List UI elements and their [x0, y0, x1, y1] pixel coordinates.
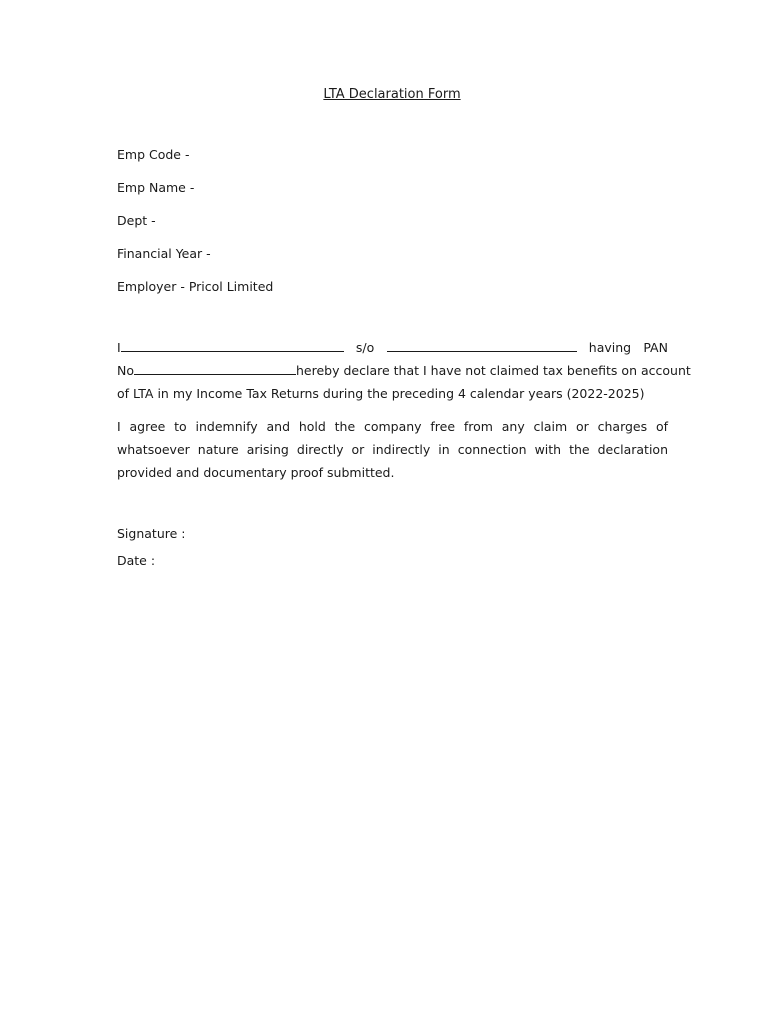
declaration-no: No: [117, 363, 134, 378]
name-blank: [121, 338, 344, 352]
declaration-pan-segment: [117, 359, 296, 382]
declaration-line-2-text: hereby declare that I have not claimed tax benefits on account: [296, 363, 691, 378]
declaration-i: I: [117, 340, 121, 355]
financial-year-label: Financial Year -: [117, 246, 211, 261]
date-label: Date :: [117, 553, 156, 568]
parent-name-blank: [387, 338, 577, 352]
declaration-so: s/o: [355, 340, 375, 355]
declaration-line-2: [117, 359, 691, 382]
declaration-line-1: [117, 336, 668, 359]
declaration-name-segment: [117, 336, 344, 359]
declaration-line-3: of LTA in my Income Tax Returns during the preceding 4 calendar years (2022-2025): [117, 386, 645, 401]
signature-label: Signature :: [117, 526, 186, 541]
form-title: LTA Declaration Form: [323, 87, 461, 102]
emp-name-label: Emp Name -: [117, 180, 195, 195]
indemnity-paragraph: I agree to indemnify and hold the company free from any claim or charges of whatsoever nature arising directly or indirectly in connection with the declaration provided and documentary proof submitted.: [117, 419, 668, 480]
employer-label: Employer - Pricol Limited: [117, 279, 274, 294]
emp-code-label: Emp Code -: [117, 147, 190, 162]
declaration-having: having: [588, 340, 632, 355]
pan-number-blank: [134, 361, 296, 375]
declaration-pan: PAN: [643, 340, 668, 355]
declaration-paragraph: [117, 336, 691, 405]
dept-label: Dept -: [117, 213, 156, 228]
